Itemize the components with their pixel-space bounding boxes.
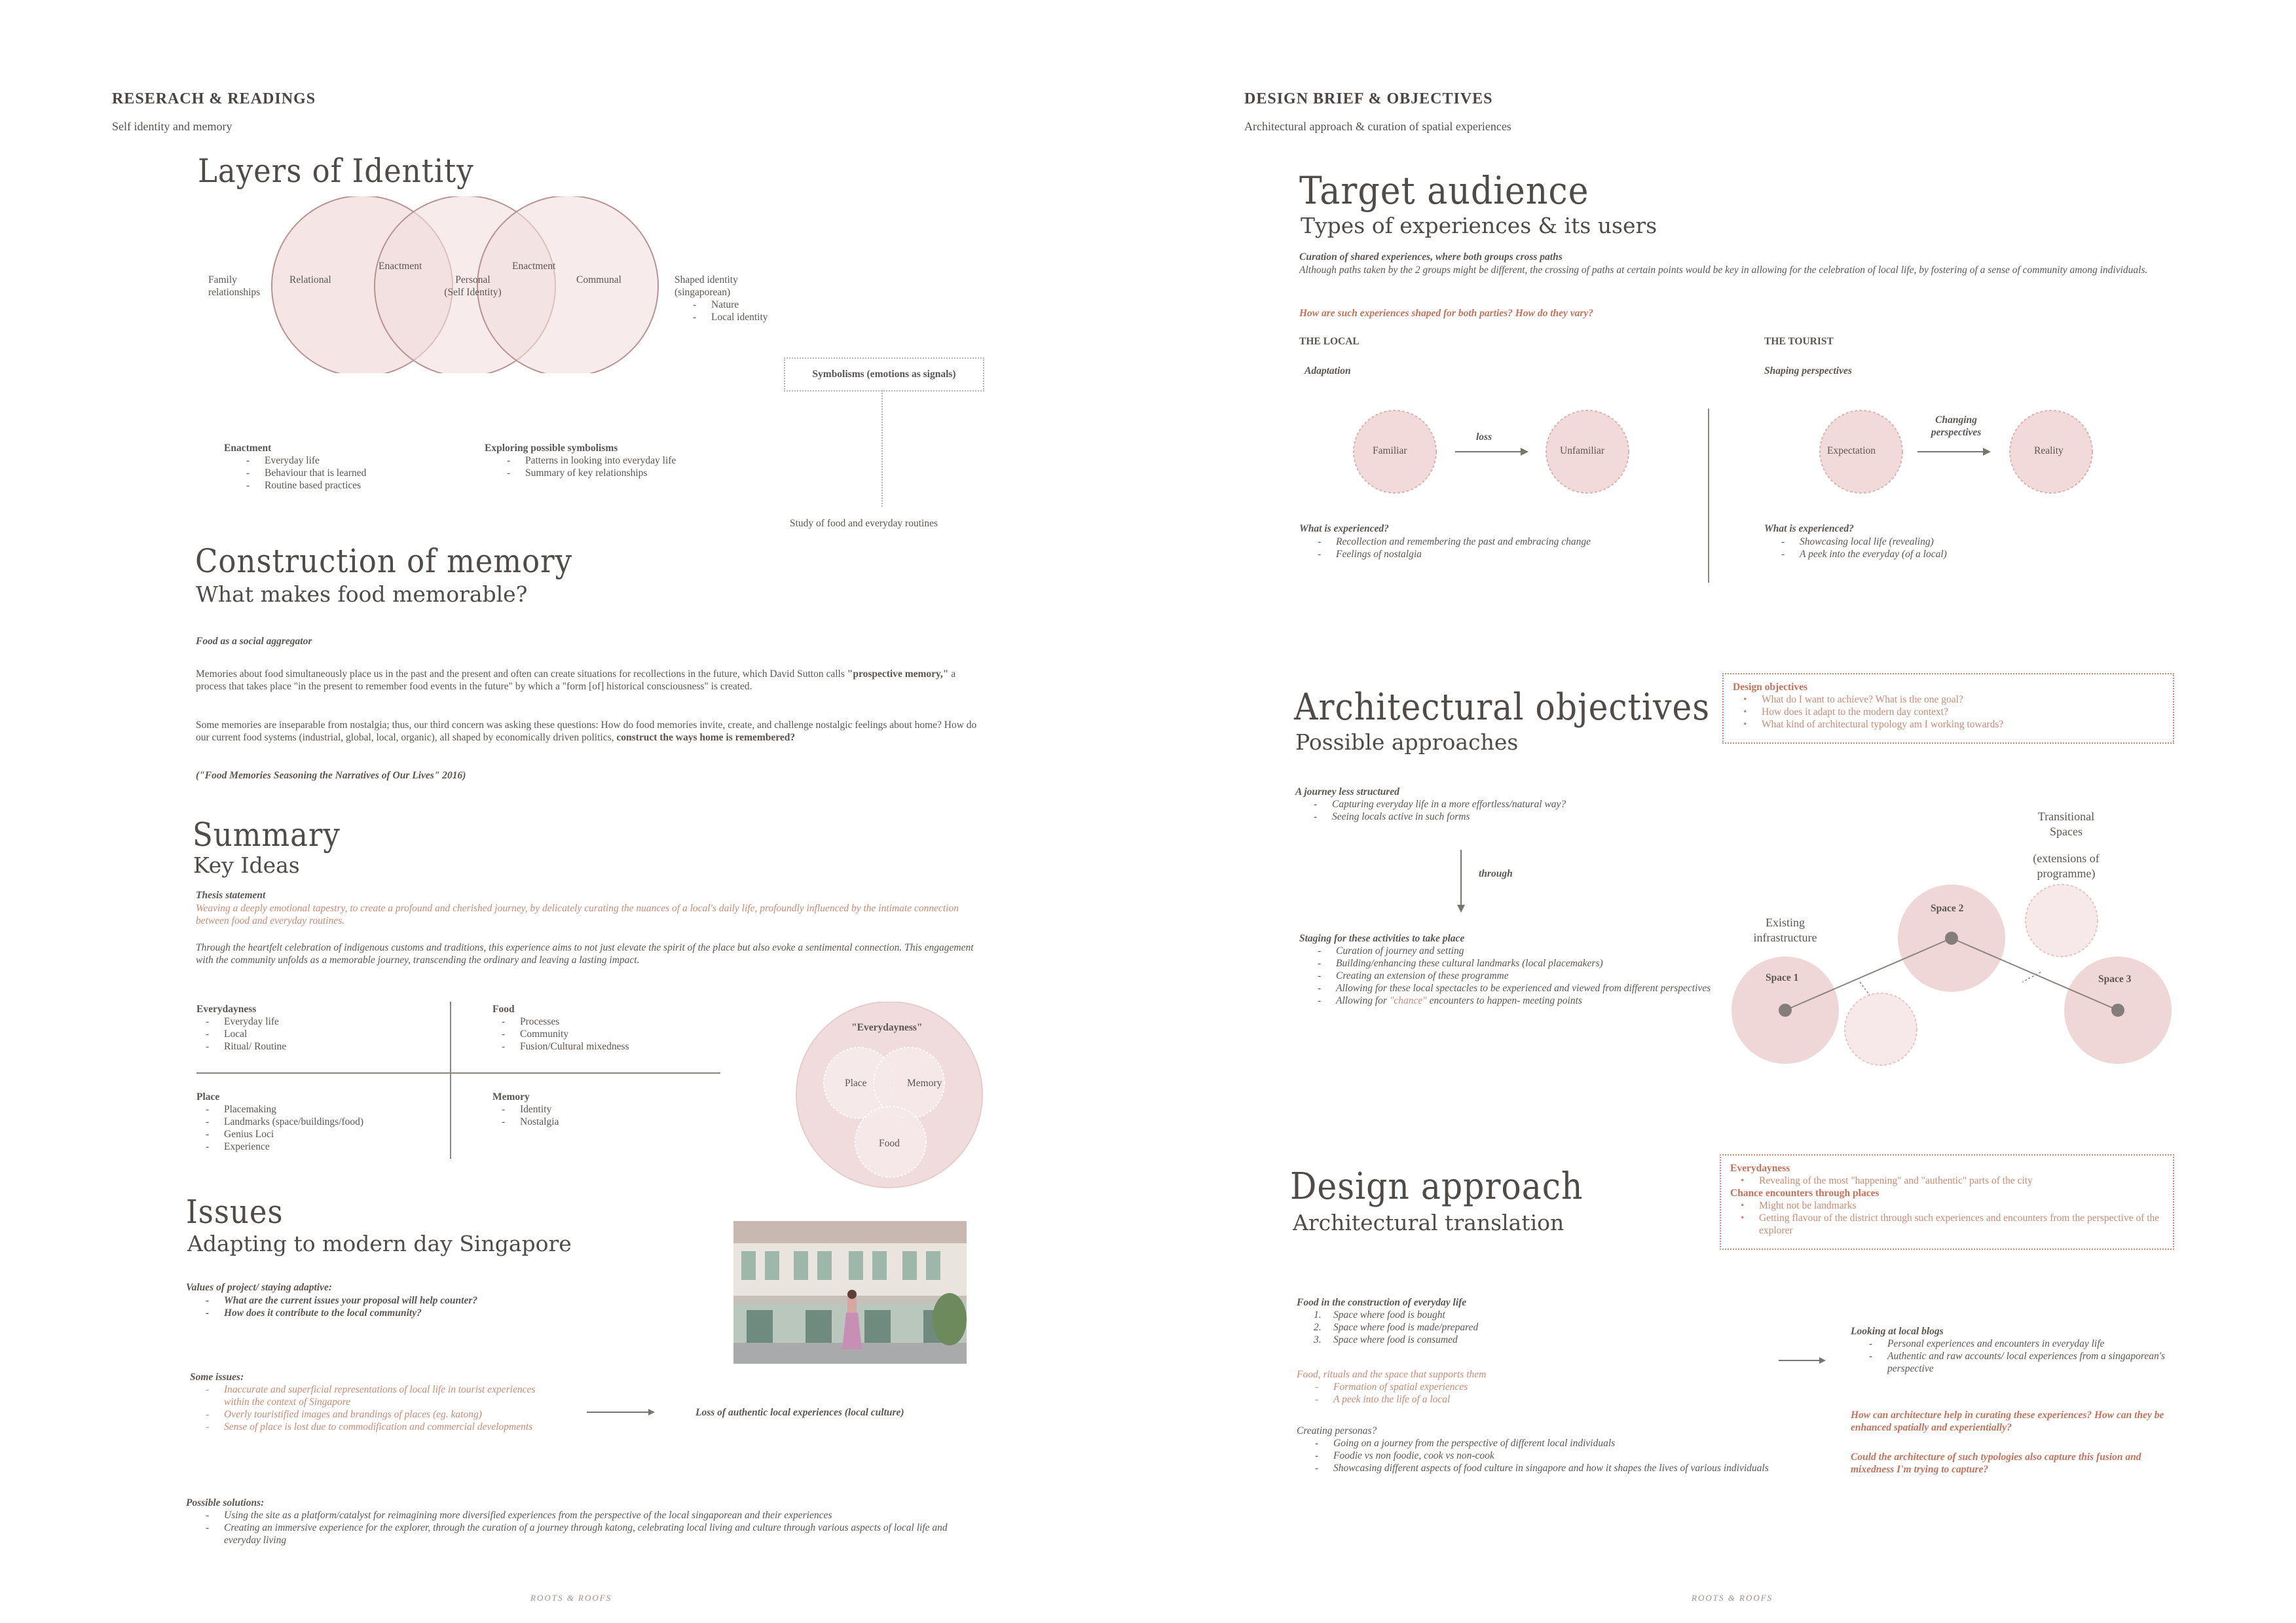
blogs-label: Looking at local blogs	[1851, 1326, 1944, 1337]
some-issues-label: Some issues:	[190, 1372, 244, 1383]
blogs-list	[1860, 1338, 2168, 1375]
tourist-what: What is experienced?	[1764, 523, 1854, 534]
right-footer: ROOTS & ROOFS	[1692, 1593, 1773, 1603]
venn-place: Place	[845, 1078, 867, 1089]
list-item: - What are the current issues your proposal will help counter?	[196, 1294, 720, 1307]
list-item: - Sense of place is lost due to commodification and commercial developments	[196, 1421, 563, 1433]
existing-label: Existing infrastructure	[1753, 916, 1817, 944]
list-item: - Recollection and remembering the past and embracing change	[1308, 536, 1714, 548]
food-label: Food in the construction of everyday life	[1297, 1297, 1467, 1308]
list-item: - Feelings of nostalgia	[1308, 548, 1714, 560]
curation-label: Curation of shared experiences, where both groups cross paths	[1299, 251, 1563, 263]
approach-title: Design approach	[1290, 1165, 1583, 1208]
thesis-label: Thesis statement	[196, 890, 266, 901]
quad-everydayness: Everydayness - Everyday life - Local - Ritual/ Routine	[196, 1003, 439, 1053]
extensions-label: (extensions of programme)	[2033, 852, 2100, 880]
list-item: - Capturing everyday life in a more effortless/natural way?	[1305, 798, 1724, 811]
list-item: - Placemaking	[196, 1103, 439, 1116]
list-item: - Creating an immersive experience for the explorer, through the curation of a journey through katong, celebrating local living and culture through various aspects of local life and everyday living	[196, 1522, 982, 1546]
list-item: - Nostalgia	[492, 1116, 735, 1128]
quadrant-hline	[196, 1072, 720, 1074]
space3-label: Space 3	[2098, 974, 2132, 985]
quad-place: Place - Placemaking - Landmarks (space/buildings/food) - Genius Loci - Experience	[196, 1091, 439, 1153]
list-item: - Personal experiences and encounters in everyday life	[1860, 1338, 2168, 1350]
shaped-identity: Shaped identity (singaporean) - Nature - Local identity	[675, 274, 805, 323]
venn-memory: Memory	[907, 1078, 942, 1089]
list-item: - How does it contribute to the local community?	[196, 1307, 720, 1319]
target-title: Target audience	[1299, 168, 1589, 213]
right-subheader: Architectural approach & curation of spatial experiences	[1244, 120, 1511, 133]
solutions-label: Possible solutions:	[186, 1497, 265, 1508]
loss-label: Loss of authentic local experiences (local culture)	[695, 1407, 904, 1418]
list-item: - Summary of key relationships	[498, 467, 760, 479]
list-item: - Curation of journey and setting	[1308, 945, 1714, 957]
space2-label: Space 2	[1931, 903, 1964, 914]
exploring-block: Exploring possible symbolisms - Patterns in looking into everyday life - Summary of key relationships	[485, 442, 760, 479]
through-label: through	[1479, 868, 1513, 879]
summary-title: Summary	[193, 816, 341, 854]
list-item: 2. Space where food is made/prepared	[1314, 1322, 1479, 1333]
list-item: - Using the site as a platform/catalyst for reimagining more diversified experiences from the perspective of the local singaporean and their experiences	[196, 1509, 982, 1522]
memory-subtitle: What makes food memorable?	[196, 581, 528, 607]
symbolisms-connector	[881, 390, 883, 507]
approach-box: Everydayness • Revealing of the most "happening" and "authentic" parts of the city Chance encounters through places • Might not be landmarks • Getting flavour of the district through such experiences and encounters from the perspective of the explorer	[1720, 1154, 2174, 1250]
list-item: - Ritual/ Routine	[196, 1040, 439, 1053]
list-item: - Foodie vs non foodie, cook vs non-cook	[1306, 1450, 1830, 1462]
list-item: 3. Space where food is consumed	[1314, 1334, 1458, 1345]
tourist-sub: Shaping perspectives	[1764, 365, 1852, 376]
list-item: - Nature	[684, 299, 805, 311]
list-item: 1. Space where food is bought	[1314, 1309, 1445, 1321]
venn-food: Food	[879, 1138, 900, 1149]
personas-list	[1306, 1437, 1830, 1474]
objectives-subtitle: Possible approaches	[1295, 729, 1519, 755]
right-header: DESIGN BRIEF & OBJECTIVES	[1244, 90, 1493, 107]
objectives-title: Architectural objectives	[1294, 686, 1711, 729]
changing-label: Changing perspectives	[1931, 414, 1982, 438]
list-item: - Processes	[492, 1015, 735, 1028]
list-item: - Formation of spatial experiences	[1306, 1381, 1699, 1393]
loss-arrow-label: loss	[1476, 431, 1492, 443]
approach-q2: Could the architecture of such typologies also capture this fusion and mixedness I'm trying to capture?	[1851, 1451, 2141, 1475]
quadrant-vline	[450, 1002, 451, 1159]
local-title: THE LOCAL	[1299, 336, 1360, 347]
summary-paragraph: Through the heartfelt celebration of indigenous customs and traditions, this experience aims to not just elevate the spirit of the place but also evoke a sentimental connection. This engagement with the community unfolds as a memorable journey, transcending the ordinary and leaving a lasting impact.	[196, 942, 974, 966]
blogs-arrow	[1779, 1356, 1826, 1365]
enactment-label-1: Enactment	[379, 261, 422, 272]
communal-label: Communal	[576, 274, 621, 285]
reality-label: Reality	[2034, 445, 2064, 456]
list-item: - Fusion/Cultural mixedness	[492, 1040, 735, 1053]
study-label: Study of food and everyday routines	[790, 518, 938, 529]
local-what: What is experienced?	[1299, 523, 1389, 534]
list-item: - Going on a journey from the perspective of different local individuals	[1306, 1437, 1830, 1450]
left-subheader: Self identity and memory	[112, 120, 232, 133]
personal-label: Personal (Self Identity)	[444, 274, 502, 298]
list-item: - Showcasing local life (revealing)	[1772, 536, 2165, 548]
list-item: • What kind of architectural typology am I working towards?	[1733, 718, 2164, 731]
target-subtitle: Types of experiences & its users	[1301, 213, 1657, 238]
street-photo	[733, 1221, 967, 1364]
list-item: - A peek into the life of a local	[1306, 1393, 1699, 1406]
curation-text: Although paths taken by the 2 groups might be different, the crossing of paths at certain points would be key in allowing for the celebration of local life, by fostering of a sense of community among individuals.	[1299, 264, 2148, 276]
family-label: Family relationships	[208, 274, 261, 298]
through-arrow	[1456, 850, 1466, 913]
transitional-label: Transitional Spaces	[2037, 810, 2095, 838]
approach-subtitle: Architectural translation	[1293, 1210, 1565, 1235]
list-item: - Routine based practices	[237, 479, 473, 492]
quad-memory: Memory - Identity - Nostalgia	[492, 1091, 735, 1128]
expectation-label: Expectation	[1827, 445, 1876, 456]
list-item: - Showcasing different aspects of food culture in singapore and how it shapes the lives of various individuals	[1306, 1462, 1830, 1474]
symbolisms-box: Symbolisms (emotions as signals)	[784, 357, 984, 392]
list-item: - Local	[196, 1028, 439, 1040]
local-sub: Adaptation	[1305, 365, 1351, 376]
list-item: - Allowing for these local spectacles to be experienced and viewed from different perspectives	[1308, 982, 1714, 994]
list-item: • How does it adapt to the modern day context?	[1733, 706, 2164, 718]
tourist-title: THE TOURIST	[1764, 336, 1834, 347]
familiar-label: Familiar	[1373, 445, 1407, 456]
memory-citation: ("Food Memories Seasoning the Narratives of Our Lives" 2016)	[196, 770, 466, 781]
list-item: - Inaccurate and superficial representations of local life in tourist experiences within the context of Singapore	[196, 1383, 563, 1408]
list-item: - Landmarks (space/buildings/food)	[196, 1116, 439, 1128]
issues-arrow	[587, 1408, 655, 1417]
tourist-list	[1772, 536, 2165, 560]
list-item: - Everyday life	[237, 454, 473, 467]
local-list	[1308, 536, 1714, 560]
list-item: - Local identity	[684, 311, 805, 323]
some-issues-list	[196, 1383, 563, 1433]
list-item: • Getting flavour of the district through such experiences and encounters from the perspective of the explorer	[1730, 1212, 2164, 1237]
left-footer: ROOTS & ROOFS	[530, 1593, 612, 1603]
list-item: • What do I want to achieve? What is the one goal?	[1733, 693, 2164, 706]
memory-p1: Memories about food simultaneously place us in the past and the present and often can create situations for recollections in the future, which David Sutton calls "prospective memory," a process that takes place "in the present to remember food events in the future" by which a "form [of] historical consciousness" is created.	[196, 668, 956, 692]
target-question: How are such experiences shaped for both parties? How do they vary?	[1299, 308, 1594, 319]
solutions-list	[196, 1509, 982, 1546]
list-item: - Community	[492, 1028, 735, 1040]
list-item: • Revealing of the most "happening" and "authentic" parts of the city	[1730, 1175, 2164, 1187]
staging-label: Staging for these activities to take place	[1299, 933, 1465, 944]
enactment-label-2: Enactment	[512, 261, 556, 272]
values-label: Values of project/ staying adaptive:	[186, 1282, 333, 1293]
list-item: - Creating an extension of these programme	[1308, 970, 1714, 982]
list-item: - Identity	[492, 1103, 735, 1116]
list-item: - A peek into the everyday (of a local)	[1772, 548, 2165, 560]
values-list	[196, 1294, 720, 1319]
audience-divider	[1708, 409, 1709, 583]
layers-title: Layers of Identity	[198, 152, 474, 190]
issues-title: Issues	[186, 1193, 284, 1231]
memory-label: Food as a social aggregator	[196, 636, 312, 647]
unfamiliar-label: Unfamiliar	[1560, 445, 1605, 456]
relational-label: Relational	[289, 274, 331, 285]
thesis-text: Weaving a deeply emotional tapestry, to create a profound and cherished journey, by delicately curating the nuances of a local's daily life, profoundly influenced by the intimate connection between food and everyday routines.	[196, 903, 959, 926]
list-item: - Seeing locals active in such forms	[1305, 811, 1724, 823]
memory-title: Construction of memory	[195, 542, 573, 580]
left-header: RESERACH & READINGS	[112, 90, 316, 107]
list-item: • Might not be landmarks	[1730, 1199, 2164, 1212]
staging-list: - Curation of journey and setting - Building/enhancing these cultural landmarks (local placemakers) - Creating an extension of these programme - Allowing for these local spectacles to be experienced and viewed from different perspectives - Allowing for "chance" encounters to happen- meeting points	[1308, 945, 1714, 1007]
design-objectives-box: Design objectives • What do I want to achieve? What is the one goal? • How does it adapt to the modern day context? • What kind of architectural typology am I working towards?	[1722, 673, 2174, 744]
quad-food: Food - Processes - Community - Fusion/Cultural mixedness	[492, 1003, 735, 1053]
list-item: - Behaviour that is learned	[237, 467, 473, 479]
enactment-block: Enactment - Everyday life - Behaviour that is learned - Routine based practices	[224, 442, 473, 492]
list-item: - Authentic and raw accounts/ local experiences from a singaporean's perspective	[1860, 1350, 2168, 1375]
venn-everydayness: "Everydayness"	[851, 1022, 923, 1033]
list-item: - Patterns in looking into everyday life	[498, 454, 760, 467]
list-item: - Genius Loci	[196, 1128, 439, 1140]
list-item: - Overly touristified images and brandings of places (eg. katong)	[196, 1408, 563, 1421]
food-list	[1306, 1309, 1699, 1346]
list-item: - Building/enhancing these cultural landmarks (local placemakers)	[1308, 957, 1714, 970]
issues-subtitle: Adapting to modern day Singapore	[187, 1231, 572, 1256]
list-item: - Everyday life	[196, 1015, 439, 1028]
summary-subtitle: Key Ideas	[193, 852, 300, 878]
approach-q1: How can architecture help in curating these experiences? How can they be enhanced spatially and experientially?	[1851, 1410, 2164, 1433]
memory-p2: Some memories are inseparable from nostalgia; thus, our third concern was asking these questions: How do food memories invite, create, and challenge nostalgic feelings about home? How do our current food systems (industrial, global, local, organic), all shaped by economically driven politics, construct the ways home is remembered?	[196, 720, 977, 743]
space1-label: Space 1	[1766, 972, 1799, 983]
journey-label: A journey less structured	[1295, 786, 1399, 797]
rituals-label: Food, rituals and the space that supports them	[1297, 1369, 1487, 1380]
personas-label: Creating personas?	[1297, 1425, 1377, 1436]
list-item: - Experience	[196, 1140, 439, 1153]
journey-list	[1305, 798, 1724, 823]
rituals-list	[1306, 1381, 1699, 1406]
